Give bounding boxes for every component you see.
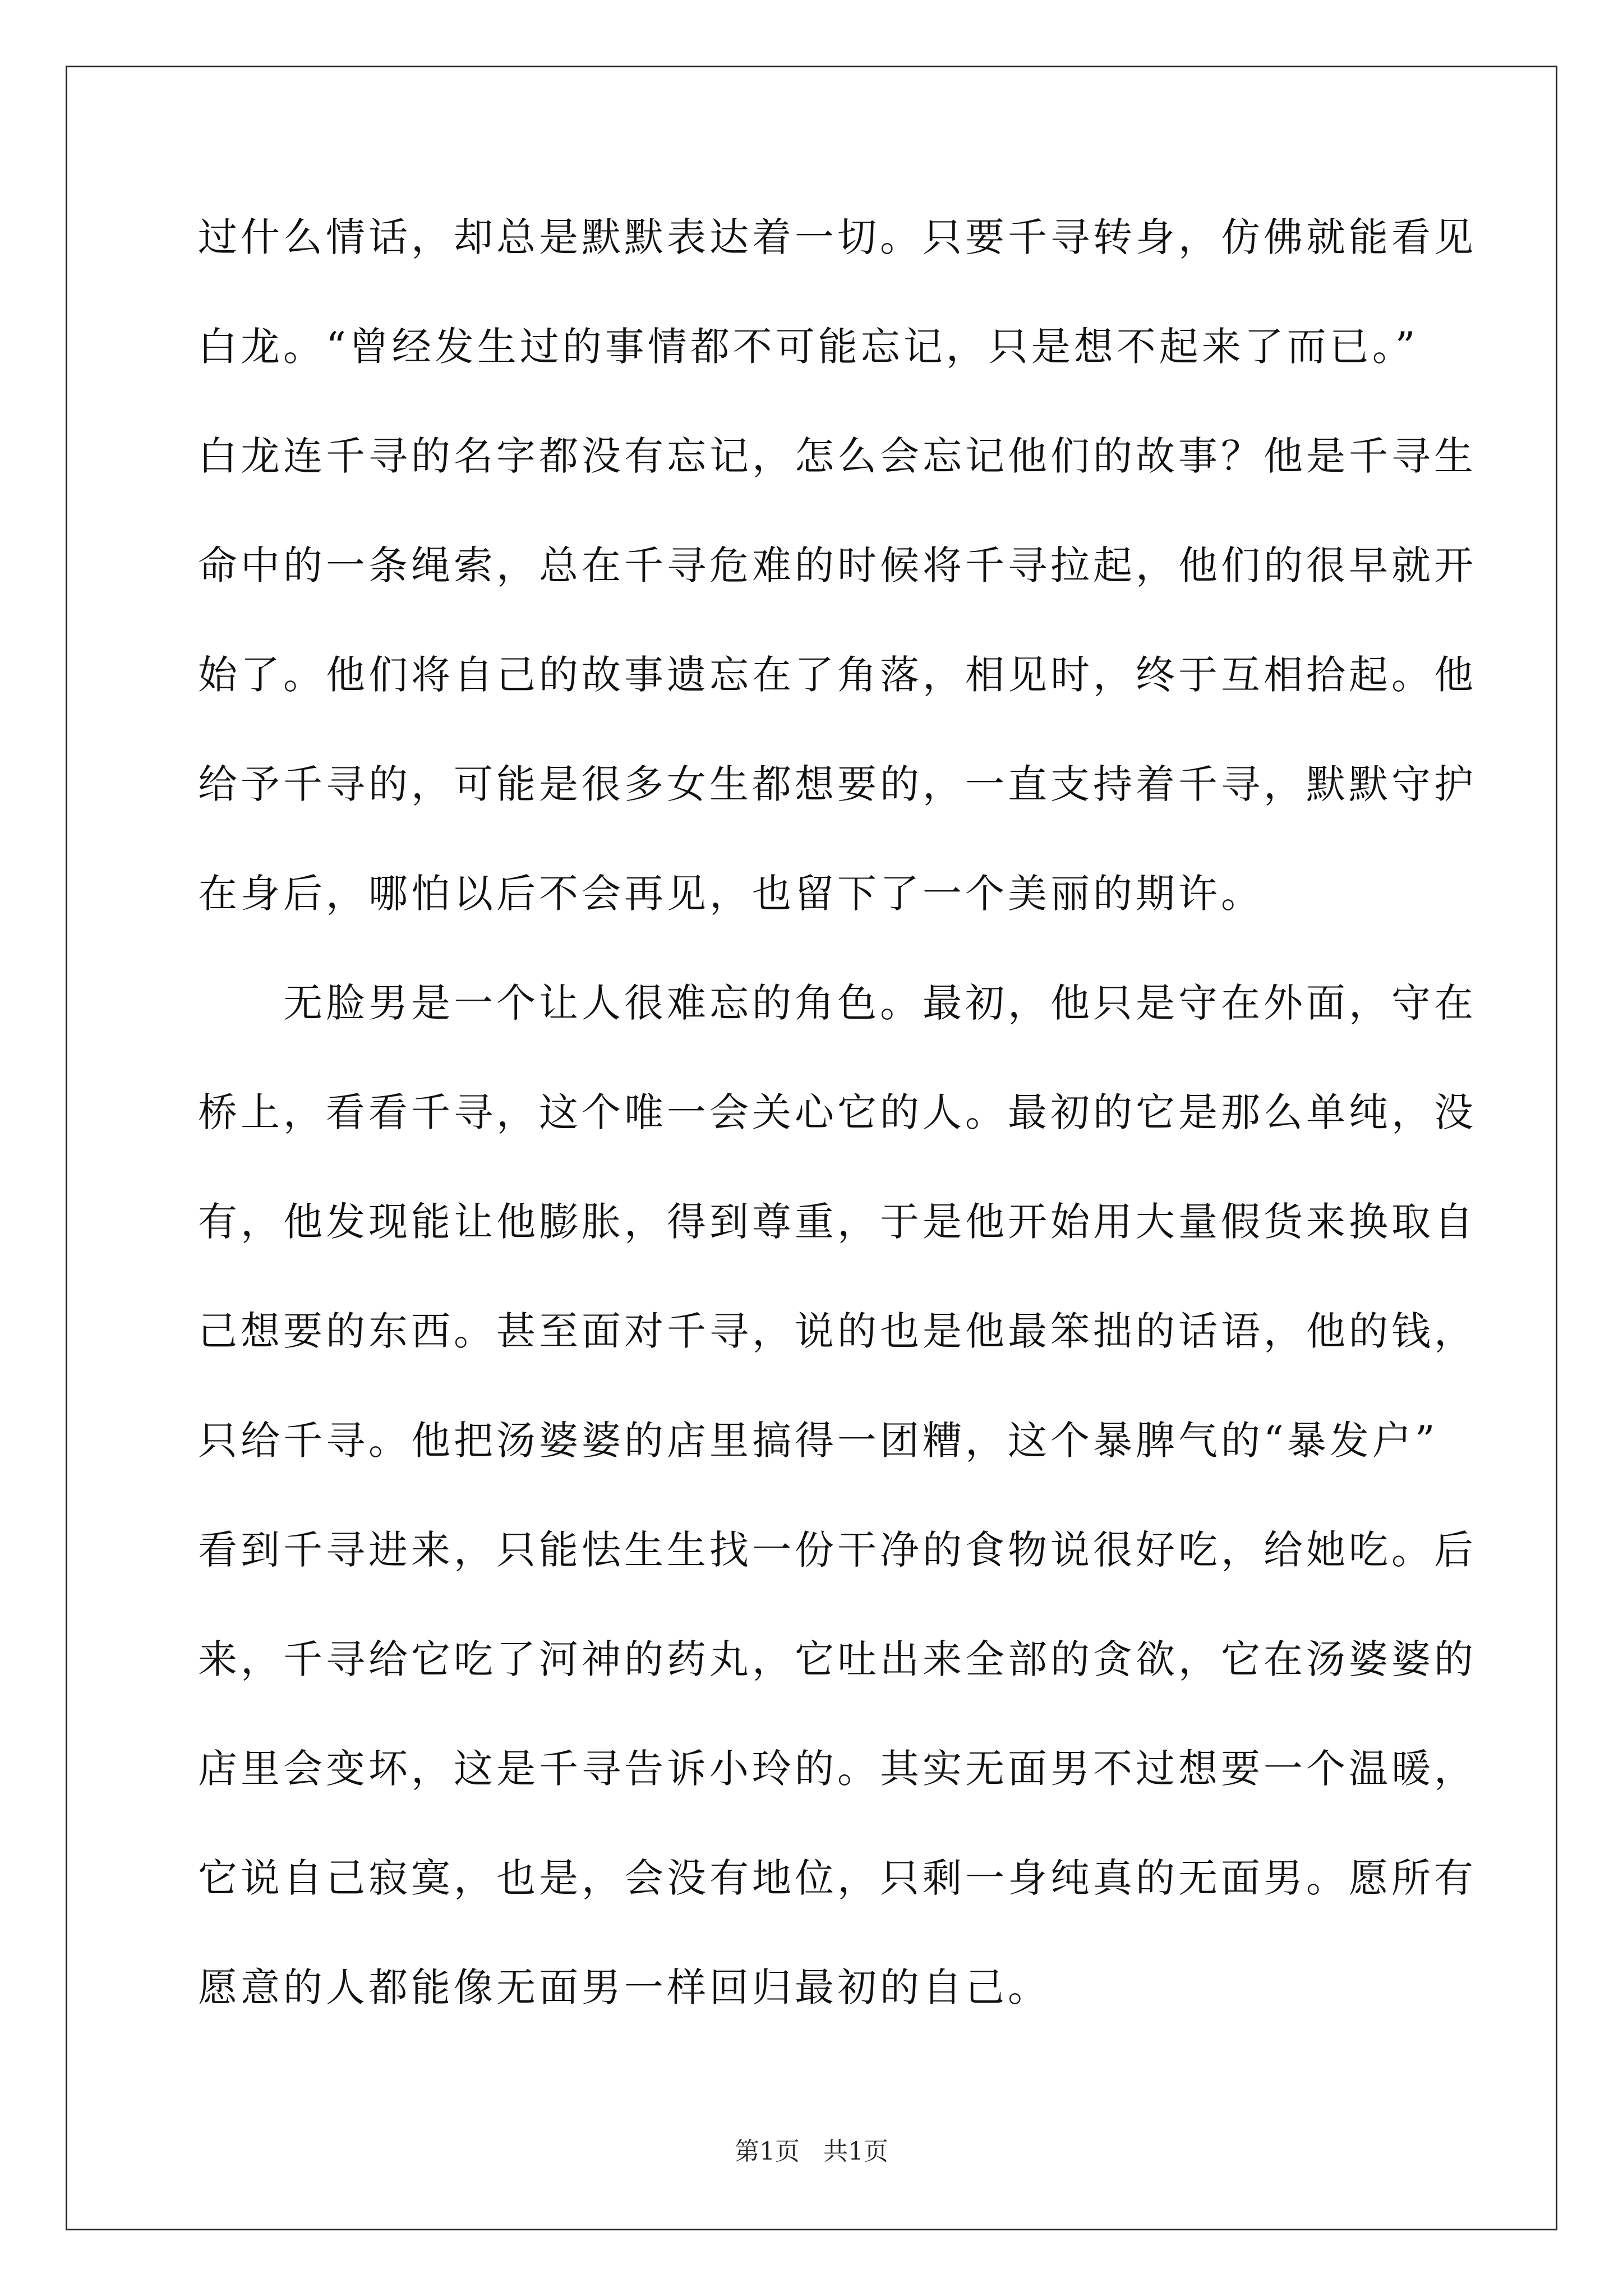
page-number-footer: 第1页 共1页 [735,2137,888,2166]
text-line: 无脸男是一个让人很难忘的角色。最初，他只是守在外面，守在 [198,980,1477,1026]
text-line: 白龙。“曾经发生过的事情都不可能忘记，只是想不起来了而已。” [198,324,1419,370]
text-line: 店里会变坏，这是千寻告诉小玲的。其实无面男不过想要一个温暖， [198,1746,1477,1792]
text-line: 有，他发现能让他膨胀，得到尊重，于是他开始用大量假货来换取自 [198,1199,1477,1245]
text-line: 给予千寻的，可能是很多女生都想要的，一直支持着千寻，默默守护 [198,761,1477,807]
text-line: 桥上，看看千寻，这个唯一会关心它的人。最初的它是那么单纯，没 [198,1089,1477,1135]
text-line: 始了。他们将自己的故事遗忘在了角落，相见时，终于互相拾起。他 [198,652,1477,698]
text-line: 看到千寻进来，只能怯生生找一份干净的食物说很好吃，给她吃。后 [198,1527,1477,1573]
text-line: 白龙连千寻的名字都没有忘记，怎么会忘记他们的故事？他是千寻生 [198,433,1477,479]
document-body [198,214,1477,2077]
text-line: 在身后，哪怕以后不会再见，也留下了一个美丽的期许。 [198,871,1264,917]
text-line: 它说自己寂寞，也是，会没有地位，只剩一身纯真的无面男。愿所有 [198,1855,1477,1901]
text-line: 己想要的东西。甚至面对千寻，说的也是他最笨拙的话语，他的钱， [198,1308,1477,1354]
text-line: 只给千寻。他把汤婆婆的店里搞得一团糟，这个暴脾气的“暴发户” [198,1418,1438,1464]
text-line: 过什么情话，却总是默默表达着一切。只要千寻转身，仿佛就能看见 [198,214,1477,260]
text-line: 来，千寻给它吃了河神的药丸，它吐出来全部的贪欲，它在汤婆婆的 [198,1636,1477,1682]
text-line: 命中的一条绳索，总在千寻危难的时候将千寻拉起，他们的很早就开 [198,542,1477,588]
text-line: 愿意的人都能像无面男一样回归最初的自己。 [198,1964,1050,2010]
